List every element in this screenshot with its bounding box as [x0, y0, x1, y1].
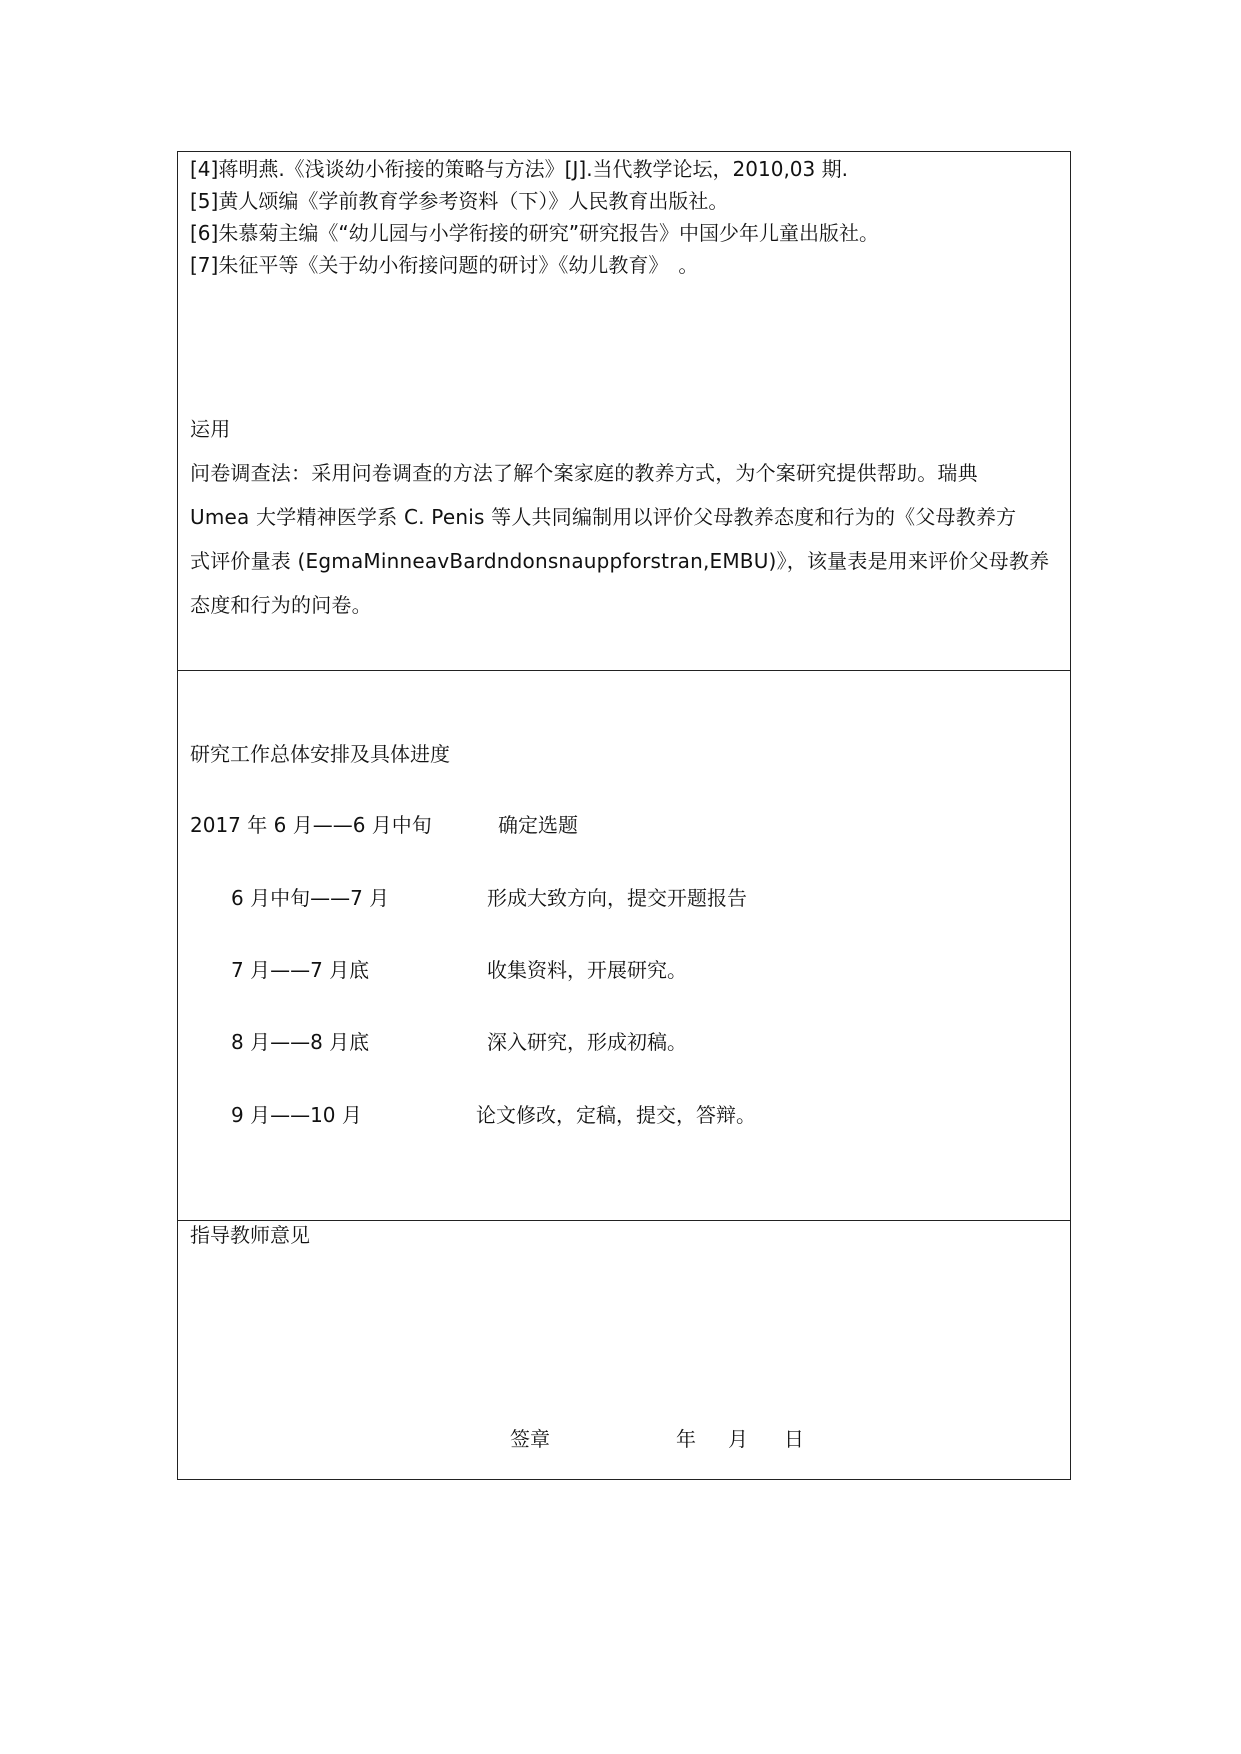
year-label: 年 [676, 1427, 696, 1451]
reference-item: [7]朱征平等《关于幼小衔接问题的研讨》《幼儿教育》 。 [190, 253, 699, 277]
schedule-period: 8 月——8 月底 [231, 1030, 370, 1054]
schedule-heading: 研究工作总体安排及具体进度 [190, 742, 450, 766]
schedule-task: 收集资料，开展研究。 [487, 958, 687, 982]
references-methods-cell [178, 152, 1070, 670]
schedule-task: 深入研究，形成初稿。 [487, 1030, 687, 1054]
advisor-heading: 指导教师意见 [190, 1223, 310, 1247]
schedule-period: 7 月——7 月底 [231, 958, 370, 982]
methods-heading: 运用 [190, 417, 231, 441]
schedule-period: 6 月中旬——7 月 [231, 886, 390, 910]
methods-line: Umea 大学精神医学系 C. Penis 等人共同编制用以评价父母教养态度和行为的《父母教养方 [190, 505, 1017, 529]
schedule-period: 2017 年 6 月——6 月中旬 [190, 813, 432, 837]
reference-item: [4]蒋明燕.《浅谈幼小衔接的策略与方法》[J].当代教学论坛，2010,03 期. [190, 157, 848, 181]
methods-line: 问卷调查法：采用问卷调查的方法了解个案家庭的教养方式，为个案研究提供帮助。瑞典 [190, 461, 978, 485]
proposal-form-table [177, 151, 1071, 1480]
reference-item: [6]朱慕菊主编《“幼儿园与小学衔接的研究”研究报告》中国少年儿童出版社。 [190, 221, 880, 245]
schedule-task: 论文修改，定稿，提交，答辩。 [476, 1103, 756, 1127]
reference-item: [5]黄人颂编《学前教育学参考资料（下）》人民教育出版社。 [190, 189, 729, 213]
schedule-task: 形成大致方向，提交开题报告 [487, 886, 747, 910]
methods-line: 态度和行为的问卷。 [190, 593, 372, 617]
methods-line: 式评价量表 (EgmaMinneavBardndonsnauppforstran,EMBU)》，该量表是用来评价父母教养 [190, 549, 1050, 573]
day-label: 日 [784, 1427, 804, 1451]
schedule-cell [178, 670, 1070, 1220]
schedule-task: 确定选题 [498, 813, 578, 837]
advisor-opinion-cell [178, 1220, 1070, 1479]
schedule-period: 9 月——10 月 [231, 1103, 362, 1127]
signature-label: 签章 [510, 1427, 550, 1451]
month-label: 月 [728, 1427, 748, 1451]
